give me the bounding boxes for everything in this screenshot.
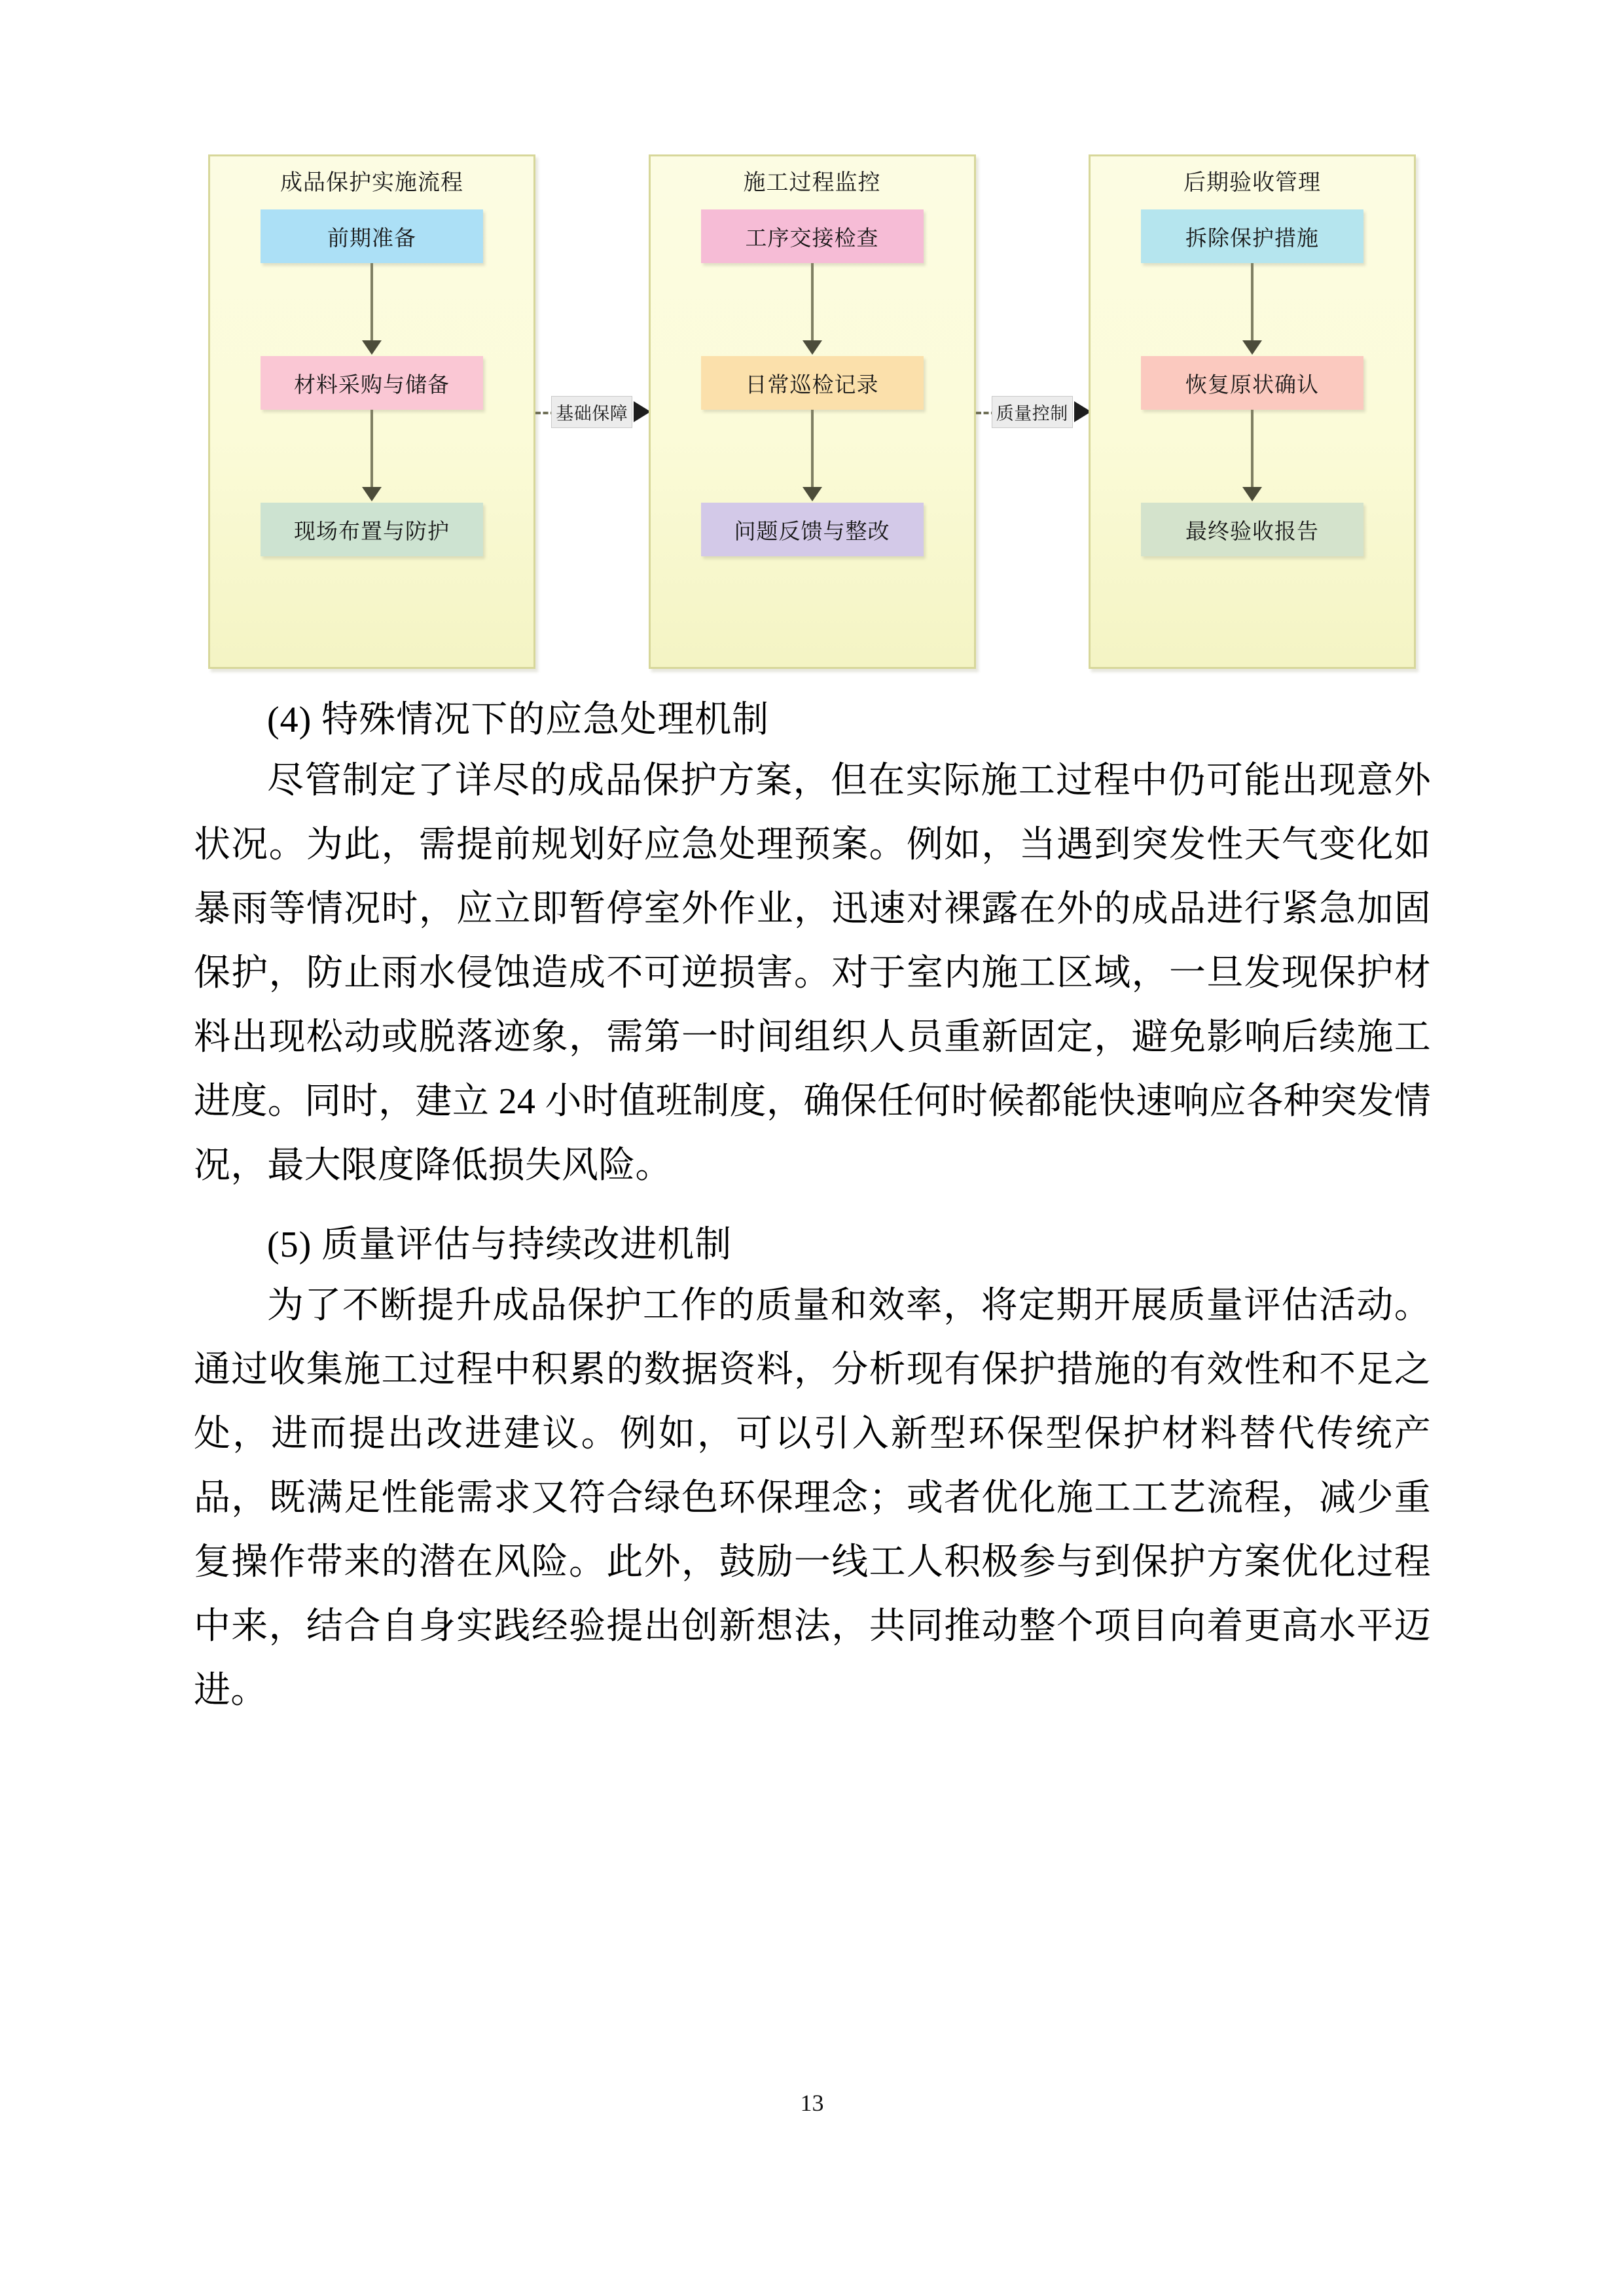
flow-node-group — [210, 195, 533, 667]
flow-panel-monitoring — [649, 154, 976, 669]
flow-node-group — [651, 195, 974, 667]
flow-node-label: 材料采购与储备 — [294, 371, 450, 397]
section-heading-4: (4) 特殊情况下的应急处理机制 — [267, 700, 770, 740]
arrow-down-icon — [362, 340, 382, 355]
flow-node — [261, 209, 483, 263]
flow-node — [701, 356, 924, 410]
flow-arrow-vertical — [1251, 263, 1254, 342]
flow-arrow-vertical — [811, 410, 814, 488]
arrow-down-icon — [362, 487, 382, 501]
flow-node-label: 前期准备 — [327, 224, 416, 251]
flow-node — [701, 209, 924, 263]
flow-node — [1141, 209, 1363, 263]
flow-panel-title: 成品保护实施流程 — [280, 170, 463, 196]
connector-label: 基础保障 — [551, 396, 632, 428]
connector-label: 质量控制 — [992, 396, 1073, 428]
flow-node — [701, 503, 924, 556]
document-body — [194, 702, 1431, 1734]
arrow-down-icon — [1242, 340, 1262, 355]
section-heading-5: (5) 质量评估与持续改进机制 — [267, 1225, 732, 1265]
flow-node-label: 现场布置与防护 — [294, 518, 450, 544]
flow-node-label: 日常巡检记录 — [745, 371, 879, 397]
flow-node-label: 工序交接检查 — [745, 224, 879, 251]
process-flow-diagram — [208, 154, 1416, 669]
flow-node-label: 问题反馈与整改 — [734, 518, 890, 544]
flow-connector-quality-control — [976, 372, 1089, 451]
flow-node — [261, 503, 483, 556]
flow-node-group — [1091, 195, 1414, 667]
flow-arrow-vertical — [811, 263, 814, 342]
flow-arrow-vertical — [370, 410, 373, 488]
flow-panel-acceptance — [1089, 154, 1416, 669]
arrow-down-icon — [1242, 487, 1262, 501]
flow-panel-implementation — [208, 154, 535, 669]
flow-node-label: 恢复原状确认 — [1185, 371, 1319, 397]
flow-node-label: 拆除保护措施 — [1185, 224, 1319, 251]
flow-arrow-vertical — [370, 263, 373, 342]
flow-panel-title: 施工过程监控 — [743, 170, 881, 196]
arrow-down-icon — [803, 487, 822, 501]
section-paragraph-4: 尽管制定了详尽的成品保护方案，但在实际施工过程中仍可能出现意外状况。为此，需提前规划好应急处理预案。例如，当遇到突发性天气变化如暴雨等情况时，应立即暂停室外作业，迅速对裸露在外的成品进行紧急加固保护，防止雨水侵蚀造成不可逆损害。对于室内施工区域，一旦发现保护材料出现松动或脱落迹象，需第一时间组织人员重新固定，避免影响后续施工进度。同时，建立 24 小时值班制度，确保任何时候都能快速响应各种突发情况，最大限度降低损失风险。 — [194, 761, 1431, 1186]
page-number: 13 — [800, 2090, 824, 2116]
flow-panel-title: 后期验收管理 — [1183, 170, 1321, 196]
flow-node — [1141, 503, 1363, 556]
arrow-down-icon — [803, 340, 822, 355]
flow-node — [1141, 356, 1363, 410]
flow-node-label: 最终验收报告 — [1185, 518, 1319, 544]
flow-arrow-vertical — [1251, 410, 1254, 488]
flow-node — [261, 356, 483, 410]
flow-connector-basic-guarantee — [535, 372, 648, 451]
section-paragraph-5: 为了不断提升成品保护工作的质量和效率，将定期开展质量评估活动。通过收集施工过程中积累的数据资料，分析现有保护措施的有效性和不足之处，进而提出改进建议。例如，可以引入新型环保型保护材料替代传统产品，既满足性能需求又符合绿色环保理念；或者优化施工工艺流程，减少重复操作带来的潜在风险。此外，鼓励一线工人积极参与到保护方案优化过程中来，结合自身实践经验提出创新想法，共同推动整个项目向着更高水平迈进。 — [194, 1285, 1431, 1711]
